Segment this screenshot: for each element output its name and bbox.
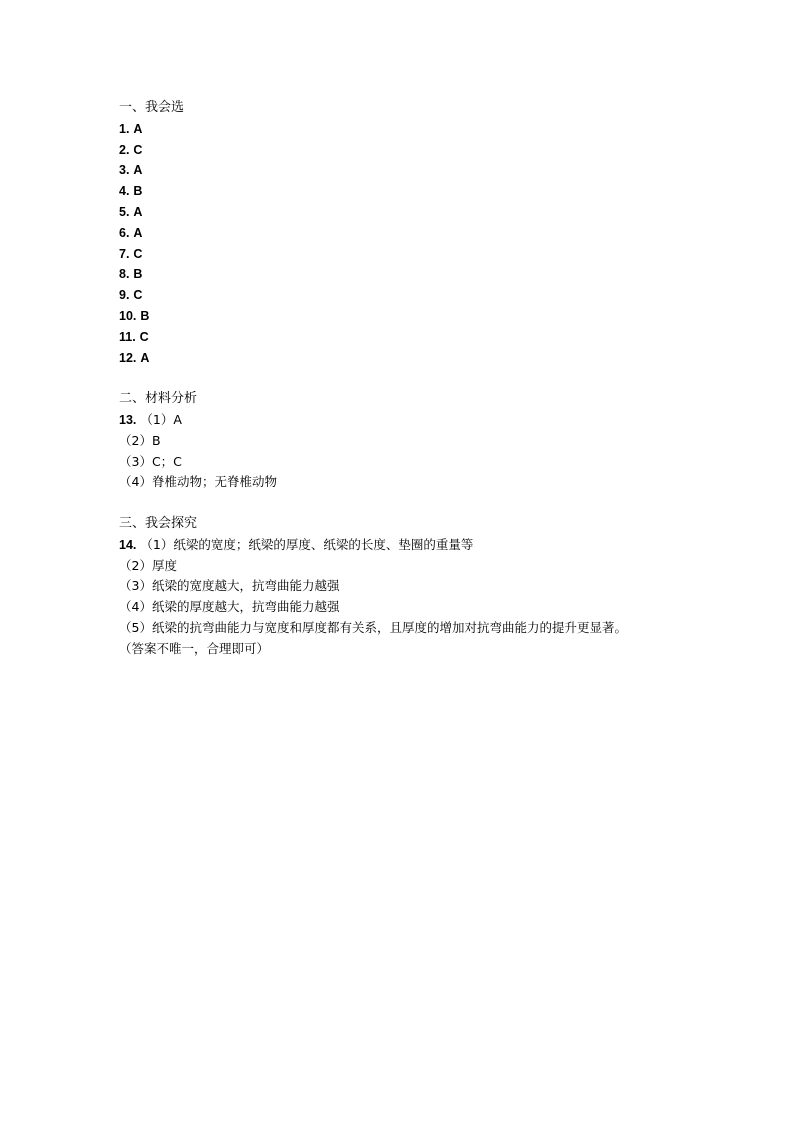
answer-sheet [119,98,759,660]
answer-subitem: （3）纸梁的宽度越大，抗弯曲能力越强 [119,578,340,594]
answer-item: 9. C [119,288,143,303]
answer-item: 4. B [119,184,143,199]
section-title-choice: 一、我会选 [119,100,185,115]
section-spacer [119,368,759,389]
answer-subitem: （4）纸梁的厚度越大，抗弯曲能力越强 [119,599,340,615]
answer-item: 1. A [119,121,143,136]
answer-item: 10. B [119,308,150,323]
answer-item-q14: 14. （1）纸梁的宽度；纸梁的厚度、纸梁的长度、垫圈的重量等 [119,536,474,552]
section-title-analysis: 二、材料分析 [119,391,198,407]
answer-item: 7. C [119,246,143,261]
section-title-explore: 三、我会探究 [119,515,198,531]
answer-note: （答案不唯一，合理即可） [119,640,270,656]
answer-subitem: （3）C；C [119,453,182,469]
answer-item: 6. A [119,225,143,240]
answer-item: 2. C [119,142,143,157]
answer-subitem: （5）纸梁的抗弯曲能力与宽度和厚度都有关系，且厚度的增加对抗弯曲能力的提升更显著。 [119,619,627,635]
answer-item: 11. C [119,329,149,344]
answer-subitem: （2）B [119,432,161,448]
answer-item: 12. A [119,350,150,365]
answer-item-q13: 13. （1）A [119,411,182,427]
answer-item: 8. B [119,267,143,282]
answer-item: 5. A [119,204,143,219]
answer-item: 3. A [119,163,143,178]
answer-subitem: （4）脊椎动物；无脊椎动物 [119,474,277,490]
section-spacer [119,493,759,514]
answer-subitem: （2）厚度 [119,557,177,573]
